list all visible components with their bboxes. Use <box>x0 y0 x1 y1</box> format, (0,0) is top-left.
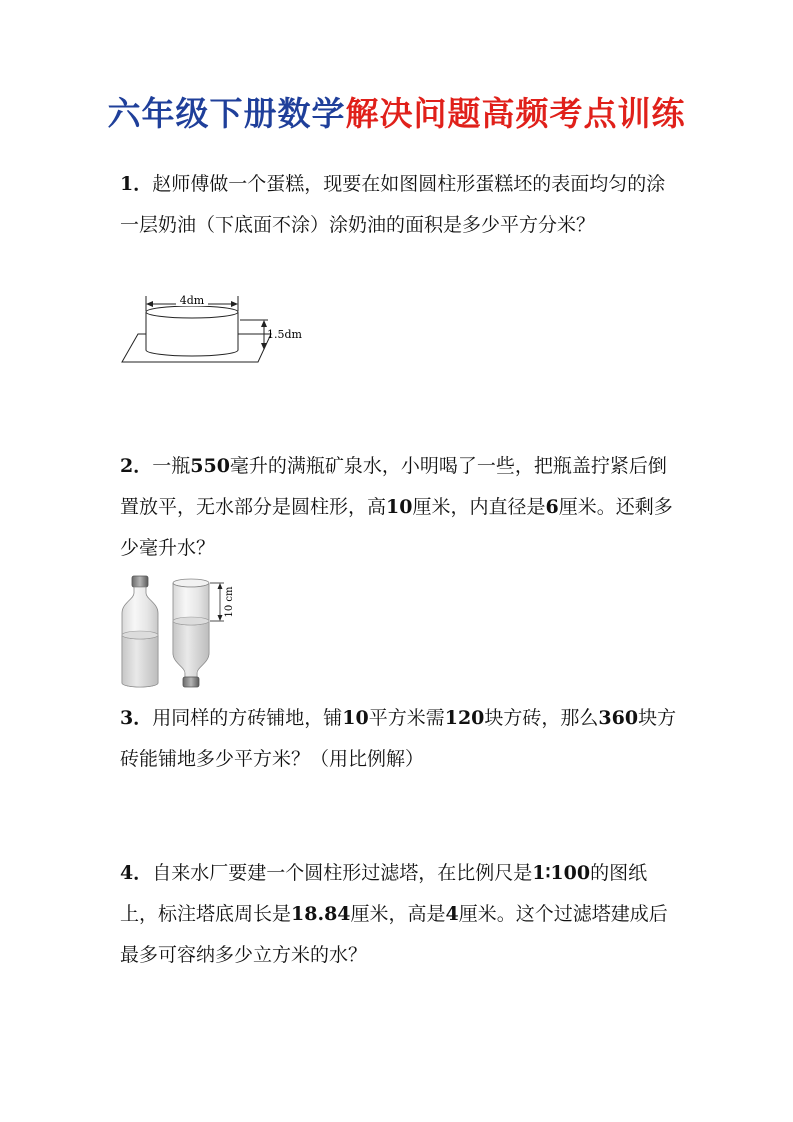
text-segment: 毫升的满瓶矿泉水，小明喝了一些，把瓶盖拧紧后倒置放平，无水部分是圆柱形，高 <box>120 455 667 518</box>
title-red-part: 解决问题高频考点训练 <box>345 94 686 133</box>
text-segment: 厘米，内直径是 <box>412 496 546 518</box>
title-blue-part: 六年级下册数学 <box>107 94 346 133</box>
text-segment: 厘米，高是 <box>350 903 446 925</box>
height-label: 10 cm <box>224 586 235 618</box>
text-segment: 自来水厂要建一个圆柱形过滤塔，在比例尺是 <box>152 862 533 884</box>
arrow-left <box>146 301 153 307</box>
question-2 <box>120 446 680 569</box>
text-segment: 一瓶 <box>152 455 191 477</box>
question-3 <box>120 698 680 780</box>
bottle-figure <box>116 573 246 691</box>
text-segment: 用同样的方砖铺地，铺 <box>152 707 343 729</box>
water-surface <box>122 631 158 639</box>
arrow-up <box>261 320 267 327</box>
bottle-water <box>173 621 209 677</box>
question-number: 1． <box>120 173 153 195</box>
number-value: 550 <box>190 455 230 477</box>
question-number: 4． <box>120 862 153 884</box>
height-label: 1.5dm <box>267 328 302 341</box>
text-segment: 厘米。还剩多少毫升水？ <box>120 496 673 559</box>
arrow-right <box>231 301 238 307</box>
number-value: 120 <box>444 707 485 729</box>
question-1 <box>120 164 680 246</box>
text-segment: 块方砖能铺地多少平方米？（用比例解） <box>120 707 677 770</box>
bottle-water <box>122 635 158 687</box>
text-segment: 厘米。这个过滤塔建成后最多可容纳多少立方米的水？ <box>120 903 668 966</box>
arrow-up <box>218 583 223 589</box>
arrow-down <box>218 615 223 621</box>
number-value: 18.84 <box>291 903 351 925</box>
text-segment: 块方砖，那么 <box>484 707 599 729</box>
text-segment: 平方米需 <box>368 707 445 729</box>
text-segment: 的图纸上，标注塔底周长是 <box>120 862 648 925</box>
page-title <box>0 88 793 135</box>
number-value: 6 <box>545 496 559 518</box>
bottle-cap <box>132 576 148 587</box>
bottle-cap <box>183 677 199 687</box>
inverted-bottle <box>173 579 209 687</box>
cylinder-body <box>146 312 238 356</box>
number-value: 10 <box>386 496 413 518</box>
number-value: 360 <box>598 707 639 729</box>
cake-cylinder-figure <box>118 290 318 372</box>
diameter-label: 4dm <box>179 294 205 307</box>
cylinder-top <box>146 306 238 318</box>
number-value: 10 <box>342 707 369 729</box>
question-number: 2． <box>120 455 153 477</box>
arrow-down <box>261 343 267 350</box>
number-value: 1∶100 <box>532 862 591 884</box>
question-4 <box>120 853 680 976</box>
upright-bottle <box>122 576 158 687</box>
question-number: 3． <box>120 707 153 729</box>
water-surface <box>173 617 209 625</box>
number-value: 4 <box>445 903 459 925</box>
question-text: 赵师傅做一个蛋糕，现要在如图圆柱形蛋糕坯的表面均匀的涂一层奶油（下底面不涂）涂奶油的面积是多少平方分米？ <box>120 173 666 236</box>
